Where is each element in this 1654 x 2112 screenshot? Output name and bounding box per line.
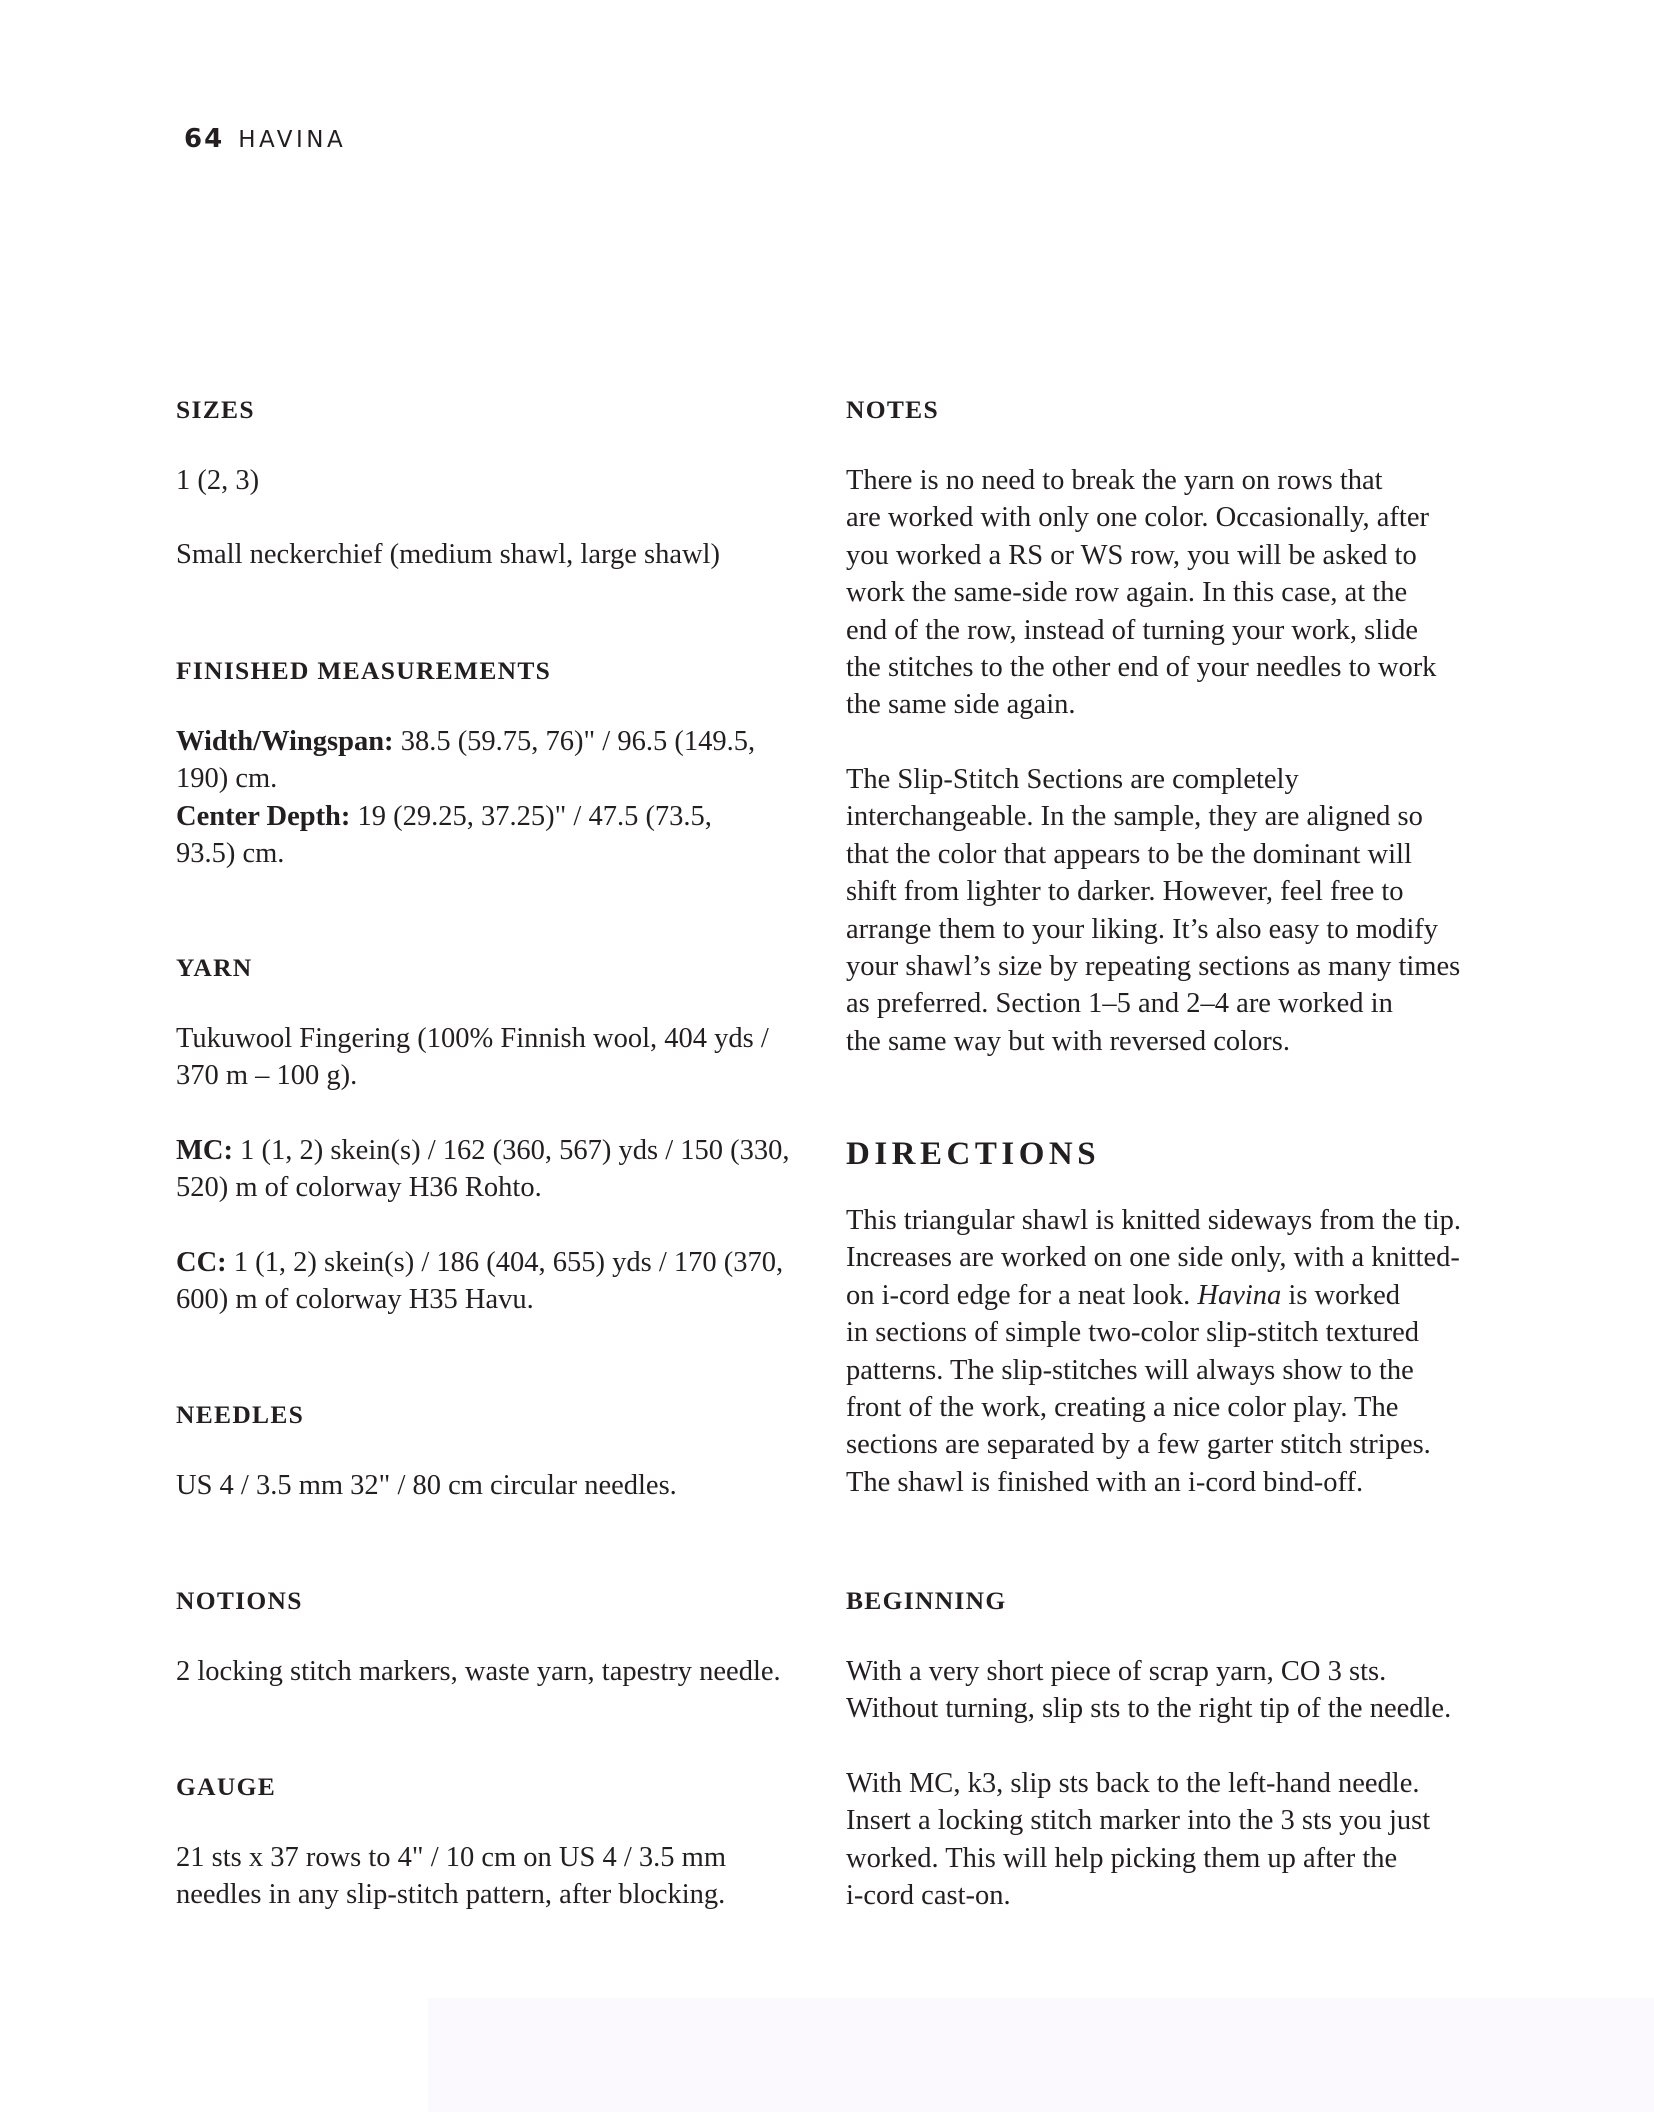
beginning-paragraph-1: With a very short piece of scrap yarn, CO 3 sts. Without turning, slip sts to the right tip of the needle. xyxy=(846,1656,1452,1725)
directions-text: This triangular shawl is knitted sideways from the tip. Increases are worked on one side only, with a knitted- on i-cord edge for a neat look. Havina is worked in sections of simple two-color slip-stitch textured patterns. The slip-stitches will always show to the front of the work, creating a nice color play. The sections are separated by a few garter stitch stripes. The shawl is finished with an i-cord bind-off. xyxy=(846,1205,1462,1498)
pattern-name-italic: Havina xyxy=(1197,1279,1282,1311)
gauge-heading: GAUGE xyxy=(176,1772,277,1801)
directions-heading: DIRECTIONS xyxy=(846,1136,1101,1172)
beginning-heading: BEGINNING xyxy=(846,1586,1007,1615)
notes-heading: NOTES xyxy=(846,395,939,424)
needles-heading: NEEDLES xyxy=(176,1400,305,1429)
beginning-paragraph-2: With MC, k3, slip sts back to the left-hand needle. Insert a locking stitch marker into the 3 sts you just worked. This will help picking them up after the i-cord cast-on. xyxy=(846,1768,1431,1912)
running-header xyxy=(184,124,346,154)
page-corner-tint xyxy=(428,1998,1654,2112)
notes-section xyxy=(846,392,1486,1057)
measurements-text: Width/Wingspan: 38.5 (59.75, 76)" / 96.5 (149.5, 190) cm. Center Depth: 19 (29.25, 37.25)" / 47.5 (73.5, 93.5) cm. xyxy=(176,723,755,873)
directions-section xyxy=(846,1132,1486,1498)
yarn-cc: CC: 1 (1, 2) skein(s) / 186 (404, 655) yds / 170 (370, 600) m of colorway H35 Havu. xyxy=(176,1247,784,1316)
running-title: HAVINA xyxy=(238,127,347,153)
needles-text: US 4 / 3.5 mm 32" / 80 cm circular needles. xyxy=(176,1470,677,1501)
page-number: 64 xyxy=(184,124,225,154)
finished-measurements-section xyxy=(176,653,816,870)
notions-text: 2 locking stitch markers, waste yarn, tapestry needle. xyxy=(176,1656,781,1687)
depth-label: Center Depth: xyxy=(176,800,351,832)
finished-measurements-heading: FINISHED MEASUREMENTS xyxy=(176,656,552,685)
sizes-heading: SIZES xyxy=(176,395,255,424)
yarn-section xyxy=(176,950,816,1316)
width-line: Width/Wingspan: 38.5 (59.75, 76)" / 96.5 (149.5, xyxy=(176,726,756,757)
yarn-heading: YARN xyxy=(176,953,253,982)
notes-paragraph-1: There is no need to break the yarn on rows that are worked with only one color. Occasionally, after you worked a RS or WS row, you will be asked to work the same-side row again. In this case, at the end of the row, instead of turning your work, slide the stitches to the other end of your needles to work the same side again. xyxy=(846,465,1437,721)
sizes-value: 1 (2, 3) xyxy=(176,465,260,496)
needles-section xyxy=(176,1397,816,1501)
sizes-section xyxy=(176,392,816,570)
notions-heading: NOTIONS xyxy=(176,1586,303,1615)
mc-label: MC: xyxy=(176,1135,233,1166)
yarn-description: Tukuwool Fingering (100% Finnish wool, 404 yds / 370 m – 100 g). xyxy=(176,1023,769,1092)
yarn-mc: MC: 1 (1, 2) skein(s) / 162 (360, 567) yds / 150 (330, 520) m of colorway H36 Rohto. xyxy=(176,1135,790,1204)
cc-label: CC: xyxy=(176,1247,227,1278)
width-label: Width/Wingspan: xyxy=(176,726,394,757)
gauge-section xyxy=(176,1769,816,1911)
notes-paragraph-2: The Slip-Stitch Sections are completely interchangeable. In the sample, they are aligned so that the color that appears to be the dominant will shift from lighter to darker. However, feel free to arrange them to your liking. It’s also easy to modify your shawl’s size by repeating sections as many times as preferred. Section 1–5 and 2–4 are worked in the same way but with reversed colors. xyxy=(846,764,1461,1057)
gauge-text: 21 sts x 37 rows to 4" / 10 cm on US 4 / 3.5 mm needles in any slip-stitch pattern, after blocking. xyxy=(176,1842,726,1911)
notions-section xyxy=(176,1583,816,1687)
sizes-description: Small neckerchief (medium shawl, large shawl) xyxy=(176,539,720,570)
depth-line: Center Depth: 19 (29.25, 37.25)" / 47.5 (73.5, xyxy=(176,800,712,832)
beginning-section xyxy=(846,1583,1486,1912)
